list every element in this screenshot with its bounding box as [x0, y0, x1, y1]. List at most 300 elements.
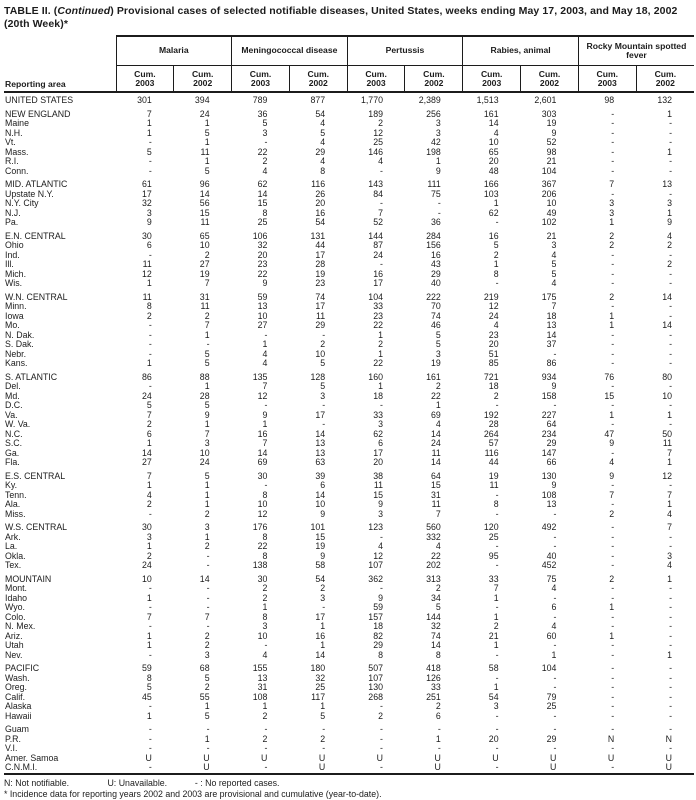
value-cell: U — [434, 763, 441, 773]
value-cell: 39 — [315, 471, 326, 481]
cum-2002-header: Cum. 2002 — [521, 66, 579, 93]
value-cell: 135 — [252, 372, 268, 382]
value-cell: 24 — [431, 439, 441, 449]
value-cell: 202 — [426, 561, 441, 571]
value-cell: 5 — [204, 349, 210, 359]
value-cell: 5 — [551, 260, 557, 270]
value-cell: 20 — [488, 734, 499, 744]
value-cell: - — [611, 481, 615, 491]
value-cell: 120 — [483, 523, 499, 533]
footnote-legend — [4, 778, 692, 789]
value-cell: 9 — [609, 471, 615, 481]
title-prefix: TABLE II. ( — [4, 5, 58, 17]
value-cell: 14 — [142, 448, 152, 458]
value-cell: 30 — [142, 231, 152, 241]
value-cell: 75 — [431, 189, 441, 199]
value-cell: 4 — [551, 279, 557, 289]
reporting-area-cell: Minn. — [5, 302, 27, 312]
value-cell: 29 — [373, 641, 383, 651]
table-row-mich — [4, 270, 694, 280]
value-cell: - — [611, 382, 615, 392]
value-cell: 63 — [315, 458, 326, 468]
reporting-area-cell: Alaska — [5, 702, 32, 712]
value-cell: 33 — [373, 302, 383, 312]
value-cell: - — [148, 650, 152, 660]
value-cell: 2 — [146, 500, 152, 510]
value-cell: 45 — [142, 692, 152, 702]
value-cell: - — [553, 683, 557, 693]
value-cell: 2 — [262, 734, 268, 744]
value-cell: - — [611, 584, 615, 594]
reporting-area-cell: Idaho — [5, 593, 28, 603]
value-cell: - — [611, 702, 615, 712]
value-cell: 14 — [488, 119, 499, 129]
value-cell: 36 — [431, 218, 441, 228]
value-cell: 54 — [315, 109, 326, 119]
reporting-area-cell: Md. — [5, 391, 20, 401]
value-cell: - — [669, 157, 672, 167]
value-cell: - — [206, 551, 210, 561]
value-cell: 3 — [493, 702, 499, 712]
value-cell: 16 — [488, 231, 499, 241]
value-cell: 15 — [373, 490, 383, 500]
table-row-okla — [4, 552, 694, 562]
value-cell: - — [264, 481, 268, 491]
value-cell: 5 — [204, 471, 210, 481]
table-row-conn — [4, 167, 694, 177]
value-cell: 1 — [493, 260, 499, 270]
table-row-wis — [4, 279, 694, 289]
value-cell: 198 — [426, 147, 441, 157]
value-cell: 5 — [146, 401, 152, 411]
value-cell: - — [611, 189, 615, 199]
value-cell: 2 — [146, 311, 152, 321]
value-cell: 5 — [435, 340, 441, 350]
reporting-area-cell: N. Dak. — [5, 330, 35, 340]
value-cell: 24 — [142, 391, 152, 401]
table-row-utah — [4, 641, 694, 651]
value-cell: 29 — [546, 439, 557, 449]
value-cell: 4 — [551, 622, 557, 632]
value-cell: 12 — [257, 509, 268, 519]
value-cell: 1 — [435, 734, 441, 744]
value-cell: 62 — [488, 208, 499, 218]
value-cell: - — [669, 542, 672, 552]
value-cell: 11 — [431, 500, 441, 510]
value-cell: 51 — [488, 349, 499, 359]
value-cell: 33 — [431, 683, 441, 693]
value-cell: 156 — [426, 241, 441, 251]
value-cell: 16 — [257, 429, 268, 439]
value-cell: 30 — [257, 574, 268, 584]
value-cell: 9 — [146, 218, 152, 228]
value-cell: 2 — [435, 584, 441, 594]
value-cell: 11 — [200, 147, 210, 157]
reporting-area-cell: Kans. — [5, 359, 28, 369]
value-cell: 7 — [146, 612, 152, 622]
reporting-area-cell: Ga. — [5, 448, 20, 458]
value-cell: 10 — [257, 500, 268, 510]
value-cell: 180 — [310, 664, 326, 674]
value-cell: - — [611, 612, 615, 622]
table-row-v-i — [4, 744, 694, 754]
value-cell: 18 — [373, 391, 383, 401]
value-cell: 28 — [315, 260, 326, 270]
value-cell: 14 — [662, 292, 672, 302]
reporting-area-cell: Hawaii — [5, 711, 32, 721]
value-cell: 22 — [431, 391, 441, 401]
value-cell: 9 — [435, 166, 441, 176]
value-cell: 1 — [262, 702, 268, 712]
reporting-area-cell: Tex. — [5, 561, 22, 571]
value-cell: 13 — [315, 439, 326, 449]
value-cell: 4 — [378, 542, 383, 552]
value-cell: 28 — [488, 420, 499, 430]
value-cell: - — [669, 622, 672, 632]
table-row-e-s-central — [4, 472, 694, 482]
value-cell: 7 — [262, 382, 268, 392]
reporting-area-cell: Ala. — [5, 500, 21, 510]
value-cell: 104 — [541, 166, 557, 176]
value-cell: - — [495, 603, 499, 613]
value-cell: 264 — [483, 429, 499, 439]
value-cell: 4 — [146, 490, 152, 500]
value-cell: - — [611, 330, 615, 340]
legend-not-notifiable: N: Not notifiable. — [4, 777, 70, 788]
value-cell: 37 — [546, 340, 557, 350]
value-cell: 1 — [609, 631, 615, 641]
value-cell: 2 — [204, 250, 210, 260]
value-cell: 108 — [541, 490, 557, 500]
value-cell: 1 — [320, 622, 326, 632]
notifiable-diseases-table — [4, 35, 694, 775]
value-cell: - — [669, 725, 672, 735]
table-row-c-n-m-i — [4, 763, 694, 774]
reporting-area-cell: Mo. — [5, 321, 20, 331]
value-cell: 6 — [378, 439, 383, 449]
value-cell: - — [322, 744, 326, 754]
value-cell: 9 — [551, 382, 557, 392]
value-cell: 84 — [373, 189, 383, 199]
value-cell: 146 — [368, 147, 383, 157]
value-cell: 9 — [262, 410, 268, 420]
reporting-area-cell: Mont. — [5, 584, 28, 594]
value-cell: 58 — [488, 664, 499, 674]
table-row-w-s-central — [4, 523, 694, 533]
reporting-area-cell: Ky. — [5, 481, 18, 491]
reporting-area-cell: Pa. — [5, 218, 19, 228]
value-cell: - — [611, 109, 615, 119]
value-cell: 107 — [368, 673, 383, 683]
value-cell: 1 — [146, 279, 152, 289]
title-rest: ) Provisional cases of selected notifiable diseases, United States, weeks ending May 17, 2003, and May 18, 2002 — [110, 5, 678, 17]
value-cell: 161 — [426, 372, 441, 382]
value-cell: - — [669, 673, 672, 683]
table-row-mo — [4, 321, 694, 331]
value-cell: 132 — [657, 95, 672, 106]
value-cell: - — [264, 744, 268, 754]
value-cell: - — [380, 702, 383, 712]
value-cell: 8 — [262, 208, 268, 218]
value-cell: - — [264, 763, 268, 773]
value-cell: 25 — [373, 138, 383, 148]
value-cell: - — [611, 279, 615, 289]
value-cell: 104 — [368, 292, 383, 302]
value-cell: 19 — [199, 269, 210, 279]
value-cell: 6 — [146, 241, 152, 251]
value-cell: 103 — [483, 189, 499, 199]
value-cell: 5 — [320, 128, 326, 138]
value-cell: 1 — [146, 359, 152, 369]
reporting-area-cell: Oreg. — [5, 683, 28, 693]
value-cell: 54 — [488, 692, 499, 702]
value-cell: 25 — [546, 702, 557, 712]
value-cell: 1 — [667, 109, 672, 119]
value-cell: 3 — [609, 208, 615, 218]
value-cell: 7 — [146, 471, 152, 481]
value-cell: 1 — [378, 349, 383, 359]
value-cell: - — [669, 744, 672, 754]
value-cell: 507 — [368, 664, 383, 674]
value-cell: - — [553, 641, 557, 651]
value-cell: U — [376, 753, 383, 763]
value-cell: 117 — [311, 692, 326, 702]
value-cell: 268 — [368, 692, 383, 702]
value-cell: 934 — [541, 372, 557, 382]
value-cell: 107 — [368, 561, 383, 571]
value-cell: 394 — [194, 95, 210, 106]
value-cell: 1 — [667, 208, 672, 218]
value-cell: 86 — [546, 359, 557, 369]
value-cell: 74 — [431, 311, 441, 321]
value-cell: 38 — [373, 471, 383, 481]
value-cell: - — [322, 401, 326, 411]
reporting-area-cell: E.N. CENTRAL — [5, 231, 66, 241]
value-cell: 492 — [541, 523, 557, 533]
value-cell: 70 — [431, 302, 441, 312]
value-cell: 14 — [257, 448, 268, 458]
value-cell: 418 — [426, 664, 441, 674]
value-cell: 1 — [262, 603, 268, 613]
value-cell: 1 — [146, 542, 152, 552]
value-cell: - — [206, 603, 210, 613]
value-cell: 2 — [435, 382, 441, 392]
value-cell: 21 — [546, 157, 557, 167]
value-cell: 19 — [546, 119, 557, 129]
value-cell: - — [611, 593, 615, 603]
value-cell: 5 — [435, 603, 441, 613]
legend-unavailable: U: Unavailable. — [107, 777, 168, 788]
table-row-maine — [4, 119, 694, 129]
value-cell: 2,389 — [418, 95, 441, 106]
table-row-va — [4, 411, 694, 421]
value-cell: - — [495, 725, 499, 735]
value-cell: 25 — [488, 532, 499, 542]
value-cell: 22 — [373, 359, 383, 369]
table-row-r-i — [4, 157, 694, 167]
value-cell: 3 — [320, 391, 326, 401]
value-cell: - — [669, 269, 672, 279]
value-cell: 10 — [546, 199, 557, 209]
value-cell: 3 — [146, 208, 152, 218]
value-cell: 31 — [199, 292, 210, 302]
value-cell: 877 — [310, 95, 326, 106]
value-cell: 29 — [431, 269, 441, 279]
value-cell: 74 — [431, 631, 441, 641]
value-cell: - — [611, 561, 615, 571]
value-cell: 9 — [551, 128, 557, 138]
value-cell: 4 — [435, 542, 441, 552]
value-cell: - — [148, 166, 152, 176]
value-cell: 130 — [541, 471, 557, 481]
value-cell: - — [669, 119, 672, 129]
value-cell: 4 — [667, 231, 672, 241]
value-cell: 23 — [257, 260, 268, 270]
value-cell: - — [148, 734, 152, 744]
table-row-w-n-central — [4, 293, 694, 303]
value-cell: 17 — [373, 448, 383, 458]
value-cell: - — [611, 551, 615, 561]
value-cell: 68 — [199, 664, 210, 674]
value-cell: 50 — [662, 429, 672, 439]
value-cell: 14 — [199, 189, 210, 199]
value-cell: 1,513 — [476, 95, 499, 106]
reporting-area-header: Reporting area — [4, 36, 116, 92]
value-cell: 256 — [426, 109, 441, 119]
value-cell: 55 — [199, 692, 210, 702]
value-cell: U — [203, 763, 210, 773]
value-cell: - — [669, 702, 672, 712]
value-cell: 7 — [378, 208, 383, 218]
value-cell: 7 — [435, 509, 441, 519]
value-cell: - — [206, 622, 210, 632]
value-cell: - — [380, 744, 383, 754]
reporting-area-cell: Mich. — [5, 269, 27, 279]
value-cell: 1 — [378, 382, 383, 392]
cum-2002-header: Cum. 2002 — [174, 66, 232, 93]
value-cell: 2 — [667, 241, 672, 251]
reporting-area-cell: La. — [5, 542, 18, 552]
value-cell: 1 — [667, 147, 672, 157]
value-cell: 1 — [493, 612, 499, 622]
value-cell: - — [148, 157, 152, 167]
value-cell: 40 — [546, 551, 557, 561]
value-cell: 147 — [541, 448, 557, 458]
value-cell: 12 — [373, 128, 383, 138]
reporting-area-cell: C.N.M.I. — [5, 763, 38, 773]
value-cell: 1 — [204, 532, 210, 542]
value-cell: 31 — [257, 683, 268, 693]
value-cell: 106 — [252, 231, 268, 241]
value-cell: - — [495, 509, 499, 519]
reporting-area-cell: Amer. Samoa — [5, 753, 59, 763]
value-cell: 1 — [667, 574, 672, 584]
value-cell: - — [669, 349, 672, 359]
value-cell: - — [206, 584, 210, 594]
table-row-la — [4, 542, 694, 552]
value-cell: - — [380, 199, 383, 209]
value-cell: 1 — [320, 641, 326, 651]
cum-2002-header: Cum. 2002 — [405, 66, 463, 93]
table-row-ohio — [4, 241, 694, 251]
value-cell: 1 — [146, 593, 152, 603]
reporting-area-cell: P.R. — [5, 734, 21, 744]
value-cell: 2 — [609, 509, 615, 519]
value-cell: 5 — [493, 241, 499, 251]
table-row-wash — [4, 674, 694, 684]
value-cell: - — [380, 532, 383, 542]
value-cell: 47 — [604, 429, 615, 439]
value-cell: 22 — [257, 542, 268, 552]
reporting-area-cell: S. Dak. — [5, 340, 34, 350]
value-cell: - — [495, 279, 499, 289]
value-cell: 14 — [431, 641, 441, 651]
value-cell: 15 — [315, 532, 326, 542]
value-cell: 116 — [484, 448, 499, 458]
value-cell: 301 — [137, 95, 152, 106]
value-cell: - — [495, 218, 499, 228]
value-cell: - — [264, 330, 268, 340]
value-cell: 11 — [200, 218, 210, 228]
value-cell: 25 — [315, 683, 326, 693]
value-cell: 7 — [609, 180, 615, 190]
column-group-rocky-mountain-spotted-fever: Rocky Mountain spotted fever — [578, 36, 694, 66]
footnote-provisional-note: * Incidence data for reporting years 2002 and 2003 are provisional and cumulative (year-to-date). — [4, 788, 382, 799]
value-cell: 14 — [315, 650, 326, 660]
reporting-area-cell: MID. ATLANTIC — [5, 180, 68, 190]
value-cell: - — [380, 584, 383, 594]
value-cell: 24 — [199, 458, 210, 468]
table-row-n-dak — [4, 331, 694, 341]
value-cell: 1 — [320, 702, 326, 712]
value-cell: 7 — [551, 302, 557, 312]
value-cell: 8 — [262, 551, 268, 561]
value-cell: 17 — [315, 612, 326, 622]
table-row-md — [4, 392, 694, 402]
table-row-calif — [4, 693, 694, 703]
table-row-w-va — [4, 420, 694, 430]
value-cell: 10 — [488, 138, 499, 148]
reporting-area-cell: Maine — [5, 119, 29, 129]
value-cell: 2 — [320, 340, 326, 350]
value-cell: 4 — [493, 321, 499, 331]
value-cell: - — [553, 401, 557, 411]
reporting-area-cell: W.S. CENTRAL — [5, 523, 68, 533]
title-continued: Continued — [57, 5, 111, 17]
value-cell: 58 — [315, 561, 326, 571]
cum-2003-header: Cum. 2003 — [463, 66, 521, 93]
value-cell: - — [206, 725, 210, 735]
value-cell: 5 — [204, 166, 210, 176]
value-cell: 2 — [204, 641, 210, 651]
value-cell: - — [611, 119, 615, 129]
value-cell: 157 — [368, 612, 383, 622]
value-cell: 234 — [541, 429, 557, 439]
value-cell: 69 — [431, 410, 441, 420]
value-cell: 69 — [257, 458, 268, 468]
value-cell: 1 — [493, 683, 499, 693]
table-row-mountain — [4, 575, 694, 585]
value-cell: 3 — [667, 551, 672, 561]
value-cell: - — [611, 664, 615, 674]
value-cell: 62 — [257, 180, 268, 190]
reporting-area-cell: Va. — [5, 410, 18, 420]
reporting-area-cell: Wis. — [5, 279, 23, 289]
value-cell: - — [553, 532, 557, 542]
value-cell: 8 — [493, 500, 499, 510]
table-row-ind — [4, 251, 694, 261]
value-cell: 2 — [262, 157, 268, 167]
